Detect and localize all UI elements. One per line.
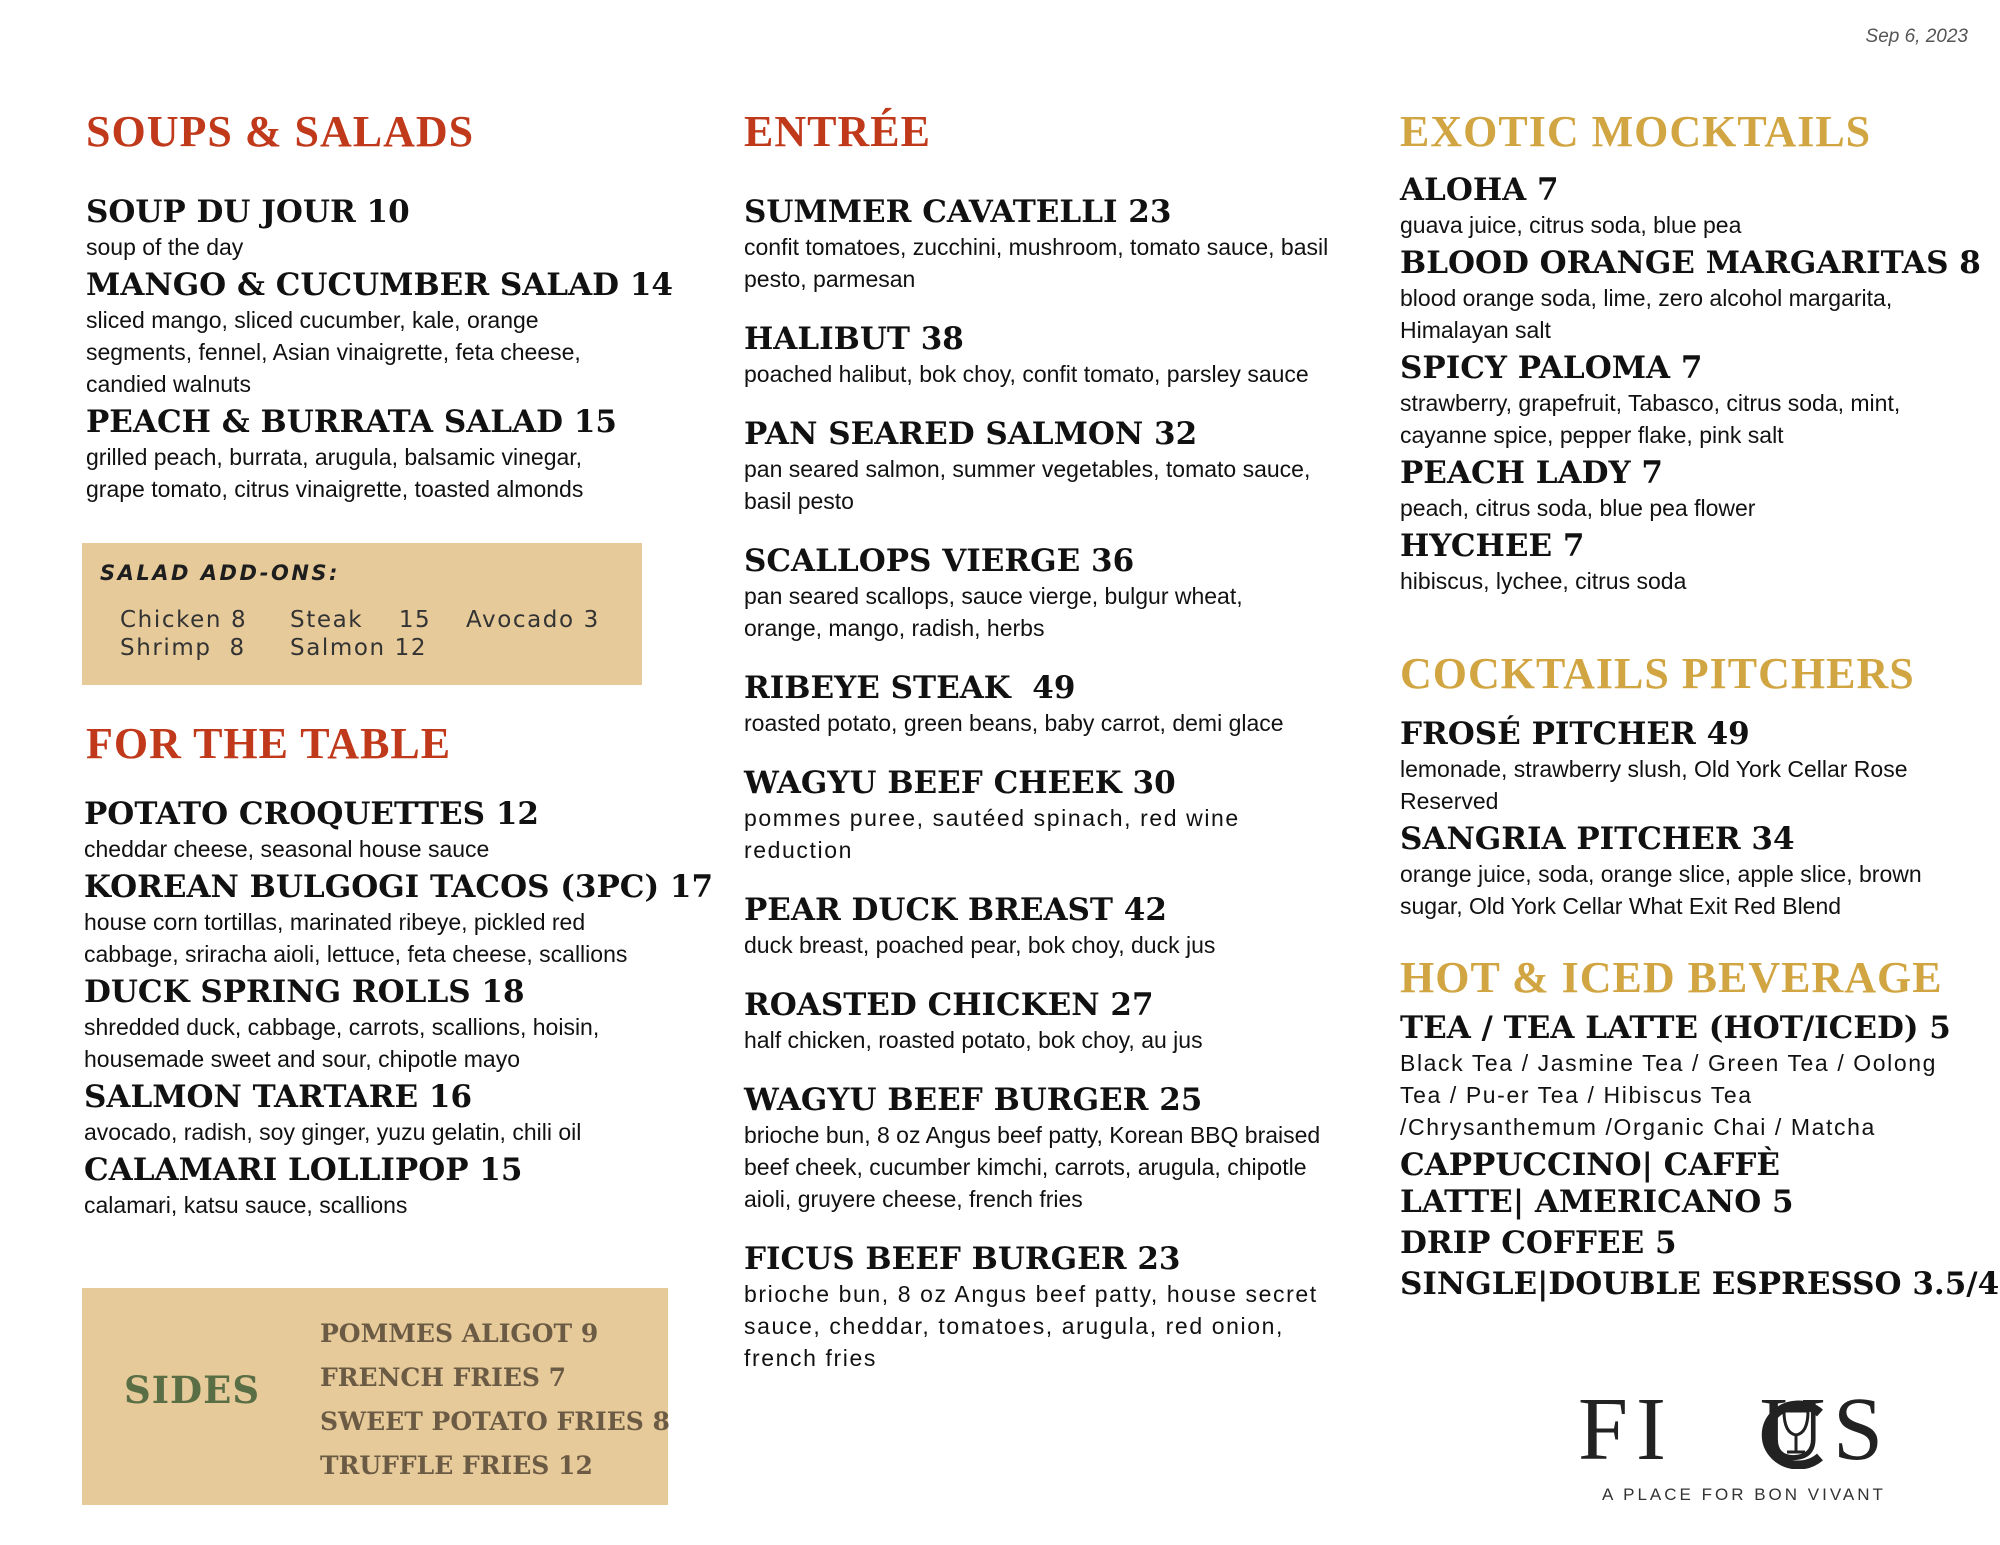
soups-salads-list: [86, 194, 686, 509]
addon-item: Avocado 3: [466, 607, 600, 633]
item-description: soup of the day: [86, 234, 244, 260]
soups-salads-title: SOUPS & SALADS: [86, 107, 475, 156]
item-description: sliced mango, sliced cucumber, kale, orange segments, fennel, Asian vinaigrette, feta cheese, candied walnuts: [86, 307, 581, 397]
entree-list: [744, 194, 1354, 1400]
menu-item: [744, 765, 1354, 866]
logo-tagline: A PLACE FOR BON VIVANT: [1602, 1485, 1886, 1504]
item-name: HALIBUT 38: [744, 321, 964, 357]
sides-title: SIDES: [124, 1368, 261, 1412]
item-name: KOREAN BULGOGI TACOS (3PC) 17: [84, 869, 714, 905]
mocktails-title: EXOTIC MOCKTAILS: [1400, 107, 1872, 156]
item-description: shredded duck, cabbage, carrots, scallions, hoisin, housemade sweet and sour, chipotle mayo: [84, 1014, 600, 1072]
side-item: SWEET POTATO FRIES 8: [320, 1407, 670, 1436]
menu-item: [1400, 1147, 1960, 1221]
menu-item: [744, 670, 1354, 739]
item-description: hibiscus, lychee, citrus soda: [1400, 568, 1687, 594]
item-name: SOUP DU JOUR 10: [86, 194, 410, 230]
menu-item: [1400, 1225, 1960, 1262]
menu-item: [1400, 528, 1960, 597]
item-name: SCALLOPS VIERGE 36: [744, 543, 1135, 579]
item-name: DUCK SPRING ROLLS 18: [84, 974, 525, 1010]
item-name: SPICY PALOMA 7: [1400, 350, 1703, 386]
item-description: guava juice, citrus soda, blue pea: [1400, 212, 1742, 238]
item-name: SUMMER CAVATELLI 23: [744, 194, 1172, 230]
beverage-title: HOT & ICED BEVERAGE: [1400, 953, 1943, 1002]
item-description: confit tomatoes, zucchini, mushroom, tomato sauce, basil pesto, parmesan: [744, 234, 1329, 292]
item-name: HYCHEE 7: [1400, 528, 1585, 564]
item-name: ALOHA 7: [1400, 172, 1559, 208]
item-name: TEA / TEA LATTE (HOT/ICED) 5: [1400, 1010, 1951, 1046]
logo-text-left: FI: [1578, 1380, 1675, 1479]
item-name: WAGYU BEEF CHEEK 30: [744, 765, 1176, 801]
menu-item: [744, 416, 1354, 517]
item-name: CALAMARI LOLLIPOP 15: [84, 1152, 523, 1188]
side-item: FRENCH FRIES 7: [320, 1363, 567, 1392]
item-name: CAPPUCCINO| CAFFÈ LATTE| AMERICANO 5: [1400, 1147, 1794, 1220]
salad-addons-title: SALAD ADD-ONS:: [100, 561, 340, 585]
item-name: SALMON TARTARE 16: [84, 1079, 473, 1115]
menu-item: [84, 1079, 686, 1148]
item-description: blood orange soda, lime, zero alcohol margarita, Himalayan salt: [1400, 285, 1893, 343]
item-description: pan seared scallops, sauce vierge, bulgur wheat, orange, mango, radish, herbs: [744, 583, 1243, 641]
side-item: TRUFFLE FRIES 12: [320, 1451, 593, 1480]
side-item: POMMES ALIGOT 9: [320, 1319, 599, 1348]
item-description: avocado, radish, soy ginger, yuzu gelatin, chili oil: [84, 1119, 582, 1145]
item-description: roasted potato, green beans, baby carrot, demi glace: [744, 710, 1284, 736]
item-name: PEAR DUCK BREAST 42: [744, 892, 1167, 928]
menu-item: [84, 869, 714, 970]
item-description: peach, citrus soda, blue pea flower: [1400, 495, 1756, 521]
item-description: pommes puree, sautéed spinach, red wine reduction: [744, 805, 1240, 863]
menu-item: [744, 194, 1354, 295]
item-name: WAGYU BEEF BURGER 25: [744, 1082, 1203, 1118]
menu-item: [744, 543, 1354, 644]
sides-box: [82, 1288, 668, 1505]
menu-item: [1400, 716, 1960, 817]
entree-title: ENTRÉE: [744, 107, 931, 156]
salad-addons-box: [82, 543, 642, 685]
menu-item: [744, 892, 1354, 961]
for-the-table-title: FOR THE TABLE: [86, 719, 452, 768]
for-the-table-list: [84, 796, 714, 1225]
menu-item: [1400, 172, 1960, 241]
item-description: orange juice, soda, orange slice, apple slice, brown sugar, Old York Cellar What Exit Red Blend: [1400, 861, 1922, 919]
item-description: lemonade, strawberry slush, Old York Cellar Rose Reserved: [1400, 756, 1908, 814]
menu-item: [1400, 350, 1960, 451]
menu-item: [1400, 455, 1960, 524]
menu-item: [744, 1241, 1354, 1374]
item-name: PAN SEARED SALMON 32: [744, 416, 1198, 452]
item-name: MANGO & CUCUMBER SALAD 14: [86, 267, 673, 303]
menu-item: [1400, 1266, 2000, 1303]
wine-glass-c-icon: [1750, 1399, 1832, 1469]
item-name: SINGLE|DOUBLE ESPRESSO 3.5/4: [1400, 1266, 2000, 1302]
item-description: strawberry, grapefruit, Tabasco, citrus soda, mint, cayanne spice, pepper flake, pink salt: [1400, 390, 1901, 448]
item-name: SANGRIA PITCHER 34: [1400, 821, 1795, 857]
addon-item: Steak 15: [290, 607, 432, 633]
beverage-list: [1400, 1010, 2000, 1307]
menu-item: [84, 1152, 686, 1221]
sides-list: [320, 1312, 670, 1488]
menu-item: [84, 974, 686, 1075]
menu-item: [1400, 245, 1981, 346]
salad-addons-grid: [120, 607, 616, 661]
item-name: PEACH & BURRATA SALAD 15: [86, 404, 617, 440]
item-description: house corn tortillas, marinated ribeye, pickled red cabbage, sriracha aioli, lettuce, feta cheese, scallions: [84, 909, 628, 967]
menu-item: [1400, 821, 1960, 922]
menu-item: [86, 404, 686, 505]
addon-item: Shrimp 8: [120, 635, 246, 661]
item-description: brioche bun, 8 oz Angus beef patty, house secret sauce, cheddar, tomatoes, arugula, red onion, french fries: [744, 1281, 1318, 1371]
menu-item: [86, 267, 686, 400]
menu-item: [1400, 1010, 1960, 1143]
item-description: cheddar cheese, seasonal house sauce: [84, 836, 490, 862]
mocktails-list: [1400, 172, 1981, 601]
item-description: half chicken, roasted potato, bok choy, au jus: [744, 1027, 1203, 1053]
item-description: poached halibut, bok choy, confit tomato, parsley sauce: [744, 361, 1309, 387]
item-name: POTATO CROQUETTES 12: [84, 796, 539, 832]
item-name: DRIP COFFEE 5: [1400, 1225, 1677, 1261]
item-name: BLOOD ORANGE MARGARITAS 8: [1400, 245, 1981, 281]
menu-item: [744, 321, 1354, 390]
ficus-logo: [1578, 1380, 1958, 1505]
item-name: RIBEYE STEAK 49: [744, 670, 1076, 706]
item-description: calamari, katsu sauce, scallions: [84, 1192, 408, 1218]
menu-item: [744, 1082, 1354, 1215]
menu-item: [744, 987, 1354, 1056]
menu-date: Sep 6, 2023: [1865, 26, 1968, 47]
menu-item: [86, 194, 686, 263]
item-name: FROSÉ PITCHER 49: [1400, 716, 1750, 752]
menu-item: [84, 796, 686, 865]
item-name: FICUS BEEF BURGER 23: [744, 1241, 1181, 1277]
item-description: Black Tea / Jasmine Tea / Green Tea / Oolong Tea / Pu-er Tea / Hibiscus Tea /Chrysanthemum /Organic Chai / Matcha: [1400, 1050, 1938, 1140]
logo-wordmark: [1578, 1380, 1892, 1479]
addon-item: Salmon 12: [290, 635, 428, 661]
item-description: pan seared salmon, summer vegetables, tomato sauce, basil pesto: [744, 456, 1311, 514]
item-name: PEACH LADY 7: [1400, 455, 1663, 491]
item-description: duck breast, poached pear, bok choy, duck jus: [744, 932, 1216, 958]
addon-item: Chicken 8: [120, 607, 248, 633]
item-description: brioche bun, 8 oz Angus beef patty, Korean BBQ braised beef cheek, cucumber kimchi, carrots, arugula, chipotle aioli, gruyere cheese, french fries: [744, 1122, 1321, 1212]
item-name: ROASTED CHICKEN 27: [744, 987, 1154, 1023]
logo-text-right: US: [1760, 1380, 1892, 1479]
pitchers-list: [1400, 716, 1960, 926]
item-description: grilled peach, burrata, arugula, balsamic vinegar, grape tomato, citrus vinaigrette, toasted almonds: [86, 444, 584, 502]
pitchers-title: COCKTAILS PITCHERS: [1400, 649, 1915, 698]
